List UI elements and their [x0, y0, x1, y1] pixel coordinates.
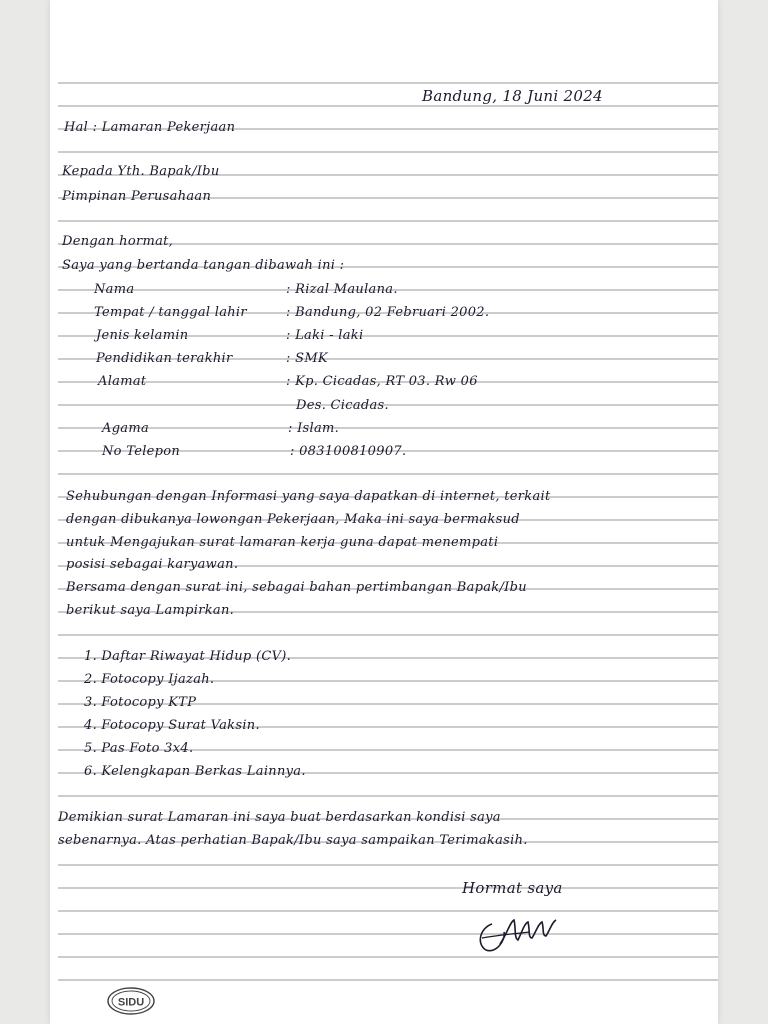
subject-line: Hal : Lamaran Pekerjaan — [64, 120, 236, 135]
sidu-logo-text: SIDU — [117, 996, 145, 1009]
detail-label-religion: Agama — [102, 421, 150, 436]
detail-value-birth: : Bandung, 02 Februari 2002. — [286, 305, 490, 320]
body-line: Bersama dengan surat ini, sebagai bahan pertimbangan Bapak/Ibu — [66, 580, 527, 595]
detail-label-birth: Tempat / tanggal lahir — [94, 305, 247, 320]
detail-value-address-2: Des. Cicadas. — [296, 398, 389, 413]
attachment-item: 2. Fotocopy Ijazah. — [84, 672, 215, 687]
detail-label-education: Pendidikan terakhir — [96, 351, 233, 366]
detail-label-address: Alamat — [98, 374, 147, 389]
attachment-item: 3. Fotocopy KTP — [84, 695, 197, 710]
recipient-line-2: Pimpinan Perusahaan — [62, 189, 212, 204]
signature-icon — [470, 910, 560, 958]
detail-label-phone: No Telepon — [102, 444, 181, 459]
detail-value-address: : Kp. Cicadas, RT 03. Rw 06 — [286, 374, 478, 389]
greeting: Dengan hormat, — [62, 234, 174, 249]
detail-value-education: : SMK — [286, 351, 328, 366]
body-line: posisi sebagai karyawan. — [66, 557, 239, 572]
detail-label-gender: Jenis kelamin — [96, 328, 189, 343]
intro-line: Saya yang bertanda tangan dibawah ini : — [62, 258, 345, 273]
detail-value-gender: : Laki - laki — [286, 328, 364, 343]
body-line: dengan dibukanya lowongan Pekerjaan, Maka ini saya bermaksud — [66, 512, 520, 527]
body-line: untuk Mengajukan surat lamaran kerja guna dapat menempati — [66, 535, 499, 550]
sign-off: Hormat saya — [462, 879, 563, 897]
attachment-item: 6. Kelengkapan Berkas Lainnya. — [84, 764, 306, 779]
recipient-line-1: Kepada Yth. Bapak/Ibu — [62, 164, 220, 179]
detail-value-religion: : Islam. — [288, 421, 340, 436]
detail-label-name: Nama — [94, 282, 135, 297]
body-line: berikut saya Lampirkan. — [66, 603, 235, 618]
place-date: Bandung, 18 Juni 2024 — [422, 87, 603, 105]
body-line: Sehubungan dengan Informasi yang saya dapatkan di internet, terkait — [66, 489, 551, 504]
detail-value-phone: : 083100810907. — [290, 444, 407, 459]
detail-value-name: : Rizal Maulana. — [286, 282, 398, 297]
notebook-page — [50, 0, 718, 1024]
closing-line: Demikian surat Lamaran ini saya buat berdasarkan kondisi saya — [58, 810, 501, 825]
attachment-item: 4. Fotocopy Surat Vaksin. — [84, 718, 260, 733]
attachment-item: 1. Daftar Riwayat Hidup (CV). — [84, 649, 292, 664]
sidu-logo-icon — [106, 986, 156, 1016]
closing-line: sebenarnya. Atas perhatian Bapak/Ibu saya sampaikan Terimakasih. — [58, 833, 528, 848]
attachment-item: 5. Pas Foto 3x4. — [84, 741, 194, 756]
